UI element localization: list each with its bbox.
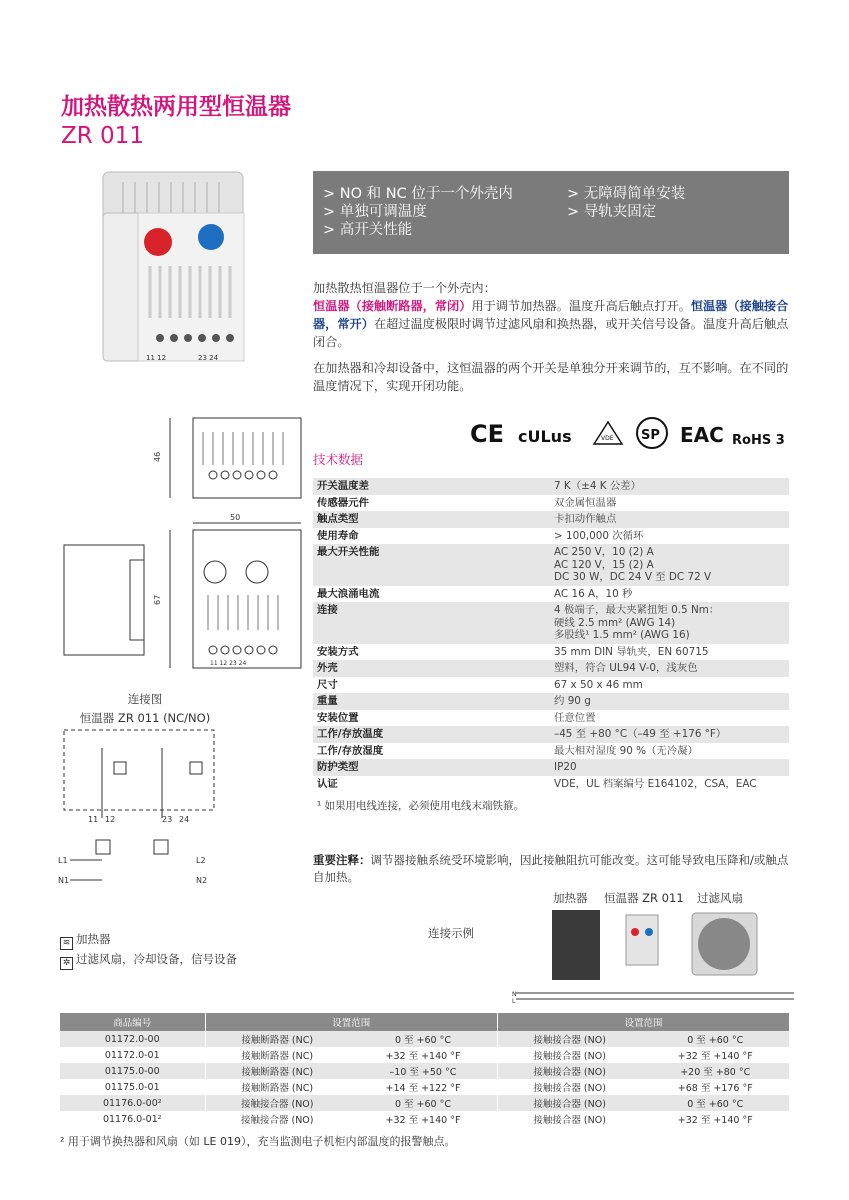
table-row	[60, 1063, 789, 1079]
cell: +20 至 +80 °C	[641, 1063, 789, 1079]
no-label: 恒温器（接触接合器，常开）	[313, 299, 789, 331]
spec-key: 最大开关性能	[313, 544, 550, 586]
cell: 接触断路器 (NC)	[205, 1063, 349, 1079]
feature-item: > 导轨夹固定	[567, 204, 657, 220]
cell: 01172.0-00	[60, 1031, 205, 1047]
spec-value: IP20	[550, 759, 789, 776]
cell: 01176.0-00²	[60, 1095, 205, 1111]
table-row	[313, 602, 789, 644]
svg-text:23 24: 23 24	[198, 354, 219, 362]
heater-image	[552, 910, 600, 980]
legend-heater: 加热器	[76, 932, 111, 946]
spec-key: 认证	[317, 777, 338, 790]
spec-value	[550, 544, 789, 586]
spec-key: 工作/存放湿度	[317, 744, 384, 757]
order-table	[60, 1013, 789, 1127]
table-row	[60, 1111, 789, 1127]
spec-table	[313, 478, 789, 815]
spec-value: AC 16 A，10 秒	[554, 587, 633, 600]
table-row	[313, 743, 789, 760]
connection-example	[512, 905, 794, 1005]
table-row	[60, 1047, 789, 1063]
cell: 接触接合器 (NO)	[497, 1095, 641, 1111]
table-row	[313, 776, 789, 793]
cell: +32 至 +140 °F	[677, 1115, 753, 1126]
spec-key: 连接	[313, 602, 550, 644]
cell: 01176.0-01²	[102, 1113, 162, 1125]
table-row	[60, 1079, 789, 1095]
header-range-1: 设置范围	[205, 1013, 497, 1031]
dim-46: 46	[153, 451, 162, 462]
legend	[60, 930, 237, 970]
spec-key: 安装方式	[317, 645, 359, 658]
cell: 接触接合器 (NO)	[497, 1079, 641, 1095]
spec-key: 使用寿命	[317, 529, 359, 542]
terminal-23: 23	[162, 815, 173, 824]
spec-key: 传感器元件	[317, 496, 369, 509]
table-row	[313, 478, 789, 495]
spec-line: 4 极端子，最大夹紧扭矩 0.5 Nm：	[554, 604, 720, 616]
heater-symbol	[96, 840, 110, 854]
feature-item: > 高开关性能	[323, 222, 413, 238]
terminal-24: 24	[179, 815, 190, 824]
spec-value: 约 90 g	[550, 693, 789, 710]
nc-label: 恒温器（接触断路器，常闭）	[313, 299, 472, 313]
cell: 0 至 +60 °C	[641, 1031, 789, 1047]
legend-fan: 过滤风扇，冷却设备，信号设备	[76, 952, 237, 966]
rohs-mark: RoHS 3	[732, 433, 785, 448]
label-n1: N1	[58, 876, 70, 885]
cell: 0 至 +60 °C	[349, 1095, 497, 1111]
table-row	[313, 511, 789, 528]
label-n2: N2	[196, 876, 208, 885]
cell: 接触接合器 (NO)	[497, 1111, 641, 1127]
blue-dial	[198, 224, 224, 250]
spec-key: 尺寸	[317, 678, 338, 691]
spec-value: 双金属恒温器	[554, 496, 617, 509]
spec-value: 塑料，符合 UL94 V-0，浅灰色	[550, 660, 789, 677]
description-paragraph: 在加热器和冷却设备中，这恒温器的两个开关是单独分开来调节的，互不影响。在不同的温度情况下，实现开闭功能。	[313, 361, 789, 393]
red-dial	[144, 228, 172, 256]
cell: 接触接合器 (NO)	[205, 1111, 349, 1127]
spec-line: AC 250 V，10 (2) A	[554, 546, 654, 558]
terminal-11: 11	[88, 815, 99, 824]
dim-67: 67	[153, 594, 162, 605]
product-image	[98, 168, 248, 368]
spec-title: 技术数据	[313, 452, 364, 467]
cell: 接触断路器 (NC)	[205, 1031, 349, 1047]
spec-key: 工作/存放温度	[313, 726, 550, 743]
label-l1: L1	[58, 856, 68, 865]
certification-logos	[470, 414, 790, 452]
connection-title	[60, 690, 230, 728]
spec-value: 卡扣动作触点	[550, 511, 789, 528]
spec-value: –45 至 +80 °C（–49 至 +176 °F）	[550, 726, 789, 743]
table-row	[313, 660, 789, 677]
spec-key: 重量	[313, 693, 550, 710]
feature-item: > NO 和 NC 位于一个外壳内	[323, 186, 513, 202]
fan-symbol	[154, 840, 168, 854]
rail-l: L	[512, 998, 516, 1005]
ul-mark: cULus	[518, 427, 572, 446]
cell: +32 至 +140 °F	[677, 1051, 753, 1062]
spec-line: DC 30 W，DC 24 V 至 DC 72 V	[554, 571, 712, 583]
no-text: 在超过温度极限时调节过滤风扇和换热器，或开关信号设备。温度升高后触点闭合。	[313, 317, 789, 349]
example-thermostat-label: 恒温器 ZR 011	[604, 891, 684, 905]
spec-line: AC 120 V，15 (2) A	[554, 558, 654, 571]
table-row	[313, 710, 789, 727]
header-article: 商品编号	[60, 1013, 205, 1031]
cell: +32 至 +140 °F	[385, 1051, 461, 1062]
table-row	[60, 1031, 789, 1047]
svg-text:SP: SP	[641, 428, 660, 443]
terminal-12: 12	[105, 815, 116, 824]
spec-line: 多股线¹ 1.5 mm² (AWG 16)	[554, 629, 690, 641]
spec-value: 7 K（±4 K 公差）	[550, 478, 789, 495]
spec-key: 最大浪涌电流	[317, 587, 380, 600]
nc-text: 用于调节加热器。温度升高后触点打开。	[471, 299, 691, 313]
table-row	[313, 677, 789, 694]
cell: +68 至 +176 °F	[677, 1083, 753, 1094]
ce-mark: CE	[470, 420, 505, 448]
note-label: 重要注释：	[313, 853, 371, 867]
description	[313, 279, 789, 403]
spec-value	[550, 602, 789, 644]
connection-subtitle: 恒温器 ZR 011 (NC/NO)	[79, 711, 211, 725]
table-row	[313, 726, 789, 743]
wiring-diagram	[58, 728, 218, 888]
features-box	[313, 171, 789, 254]
spec-key: 安装位置	[317, 711, 359, 724]
table-row	[313, 544, 789, 586]
model-number: ZR 011	[61, 123, 144, 149]
cell: 接触断路器 (NC)	[205, 1079, 349, 1095]
cell: 0 至 +60 °C	[641, 1095, 789, 1111]
dimension-drawing	[60, 410, 305, 680]
table-row	[60, 1095, 789, 1111]
cell: +14 至 +122 °F	[385, 1083, 461, 1094]
dim-50: 50	[230, 513, 241, 522]
spec-key: 外壳	[313, 660, 550, 677]
header-range-2: 设置范围	[497, 1013, 789, 1031]
spec-value: > 100,000 次循环	[554, 529, 644, 542]
feature-item: > 单独可调温度	[323, 204, 427, 220]
cell: 01175.0-01	[104, 1081, 160, 1093]
dim-terminals: 11 12 23 24	[210, 660, 247, 667]
table-row	[313, 528, 789, 545]
spec-value: 最大相对湿度 90 %（无冷凝）	[554, 744, 698, 757]
spec-key: 触点类型	[313, 511, 550, 528]
table-row	[313, 495, 789, 512]
spec-line: 硬线 2.5 mm² (AWG 14)	[554, 616, 676, 629]
cell: 接触接合器 (NO)	[497, 1047, 641, 1063]
connection-heading: 连接图	[127, 692, 163, 706]
spec-value: 67 x 50 x 46 mm	[554, 678, 643, 691]
cell: 接触接合器 (NO)	[497, 1063, 641, 1079]
svg-text:11 12: 11 12	[146, 354, 167, 362]
table-row	[313, 586, 789, 603]
example-fan-label: 过滤风扇	[697, 891, 743, 905]
spec-value: 35 mm DIN 导轨夹，EN 60715	[554, 645, 709, 658]
thermostat-image	[626, 915, 658, 965]
cell: 01175.0-00	[60, 1063, 205, 1079]
spec-footnote: ¹ 如果用电线连接，必须使用电线末端铁箍。	[313, 792, 789, 815]
example-heater-label: 加热器	[553, 891, 588, 905]
cell: 接触接合器 (NO)	[497, 1031, 641, 1047]
spec-key: 防护类型	[313, 759, 550, 776]
cell: 接触接合器 (NO)	[205, 1095, 349, 1111]
feature-item: > 无障碍简单安装	[567, 186, 686, 202]
cell: 接触断路器 (NC)	[205, 1047, 349, 1063]
cell: 01172.0-01	[104, 1049, 160, 1061]
table-row	[313, 759, 789, 776]
spec-key: 开关温度差	[313, 478, 550, 495]
example-label: 连接示例	[428, 926, 474, 940]
spec-value: VDE，UL 档案编号 E164102，CSA，EAC	[554, 777, 757, 790]
spec-value: 任意位置	[554, 711, 596, 724]
svg-text:VDE: VDE	[601, 435, 614, 442]
table-row	[313, 693, 789, 710]
eac-mark: EAC	[680, 423, 724, 447]
cell: +32 至 +140 °F	[385, 1115, 461, 1126]
fan-icon: ✲	[60, 957, 73, 970]
rail-n: N	[512, 991, 517, 998]
cell: 0 至 +60 °C	[349, 1031, 497, 1047]
note-text: 调节器接触系统受环境影响，因此接触阻抗可能改变。这可能导致电压降和/或触点自加热。	[313, 853, 789, 884]
intro-text: 加热散热恒温器位于一个外壳内：	[313, 281, 496, 295]
cell: –10 至 +50 °C	[349, 1063, 497, 1079]
order-footnote: ² 用于调节换热器和风扇（如 LE 019），充当监测电子机柜内部温度的报警触点。	[60, 1135, 456, 1148]
table-row	[313, 644, 789, 661]
label-l2: L2	[196, 856, 206, 865]
page-title: 加热散热两用型恒温器	[61, 94, 291, 120]
heater-icon: ≋	[60, 937, 73, 950]
important-note	[313, 852, 789, 886]
